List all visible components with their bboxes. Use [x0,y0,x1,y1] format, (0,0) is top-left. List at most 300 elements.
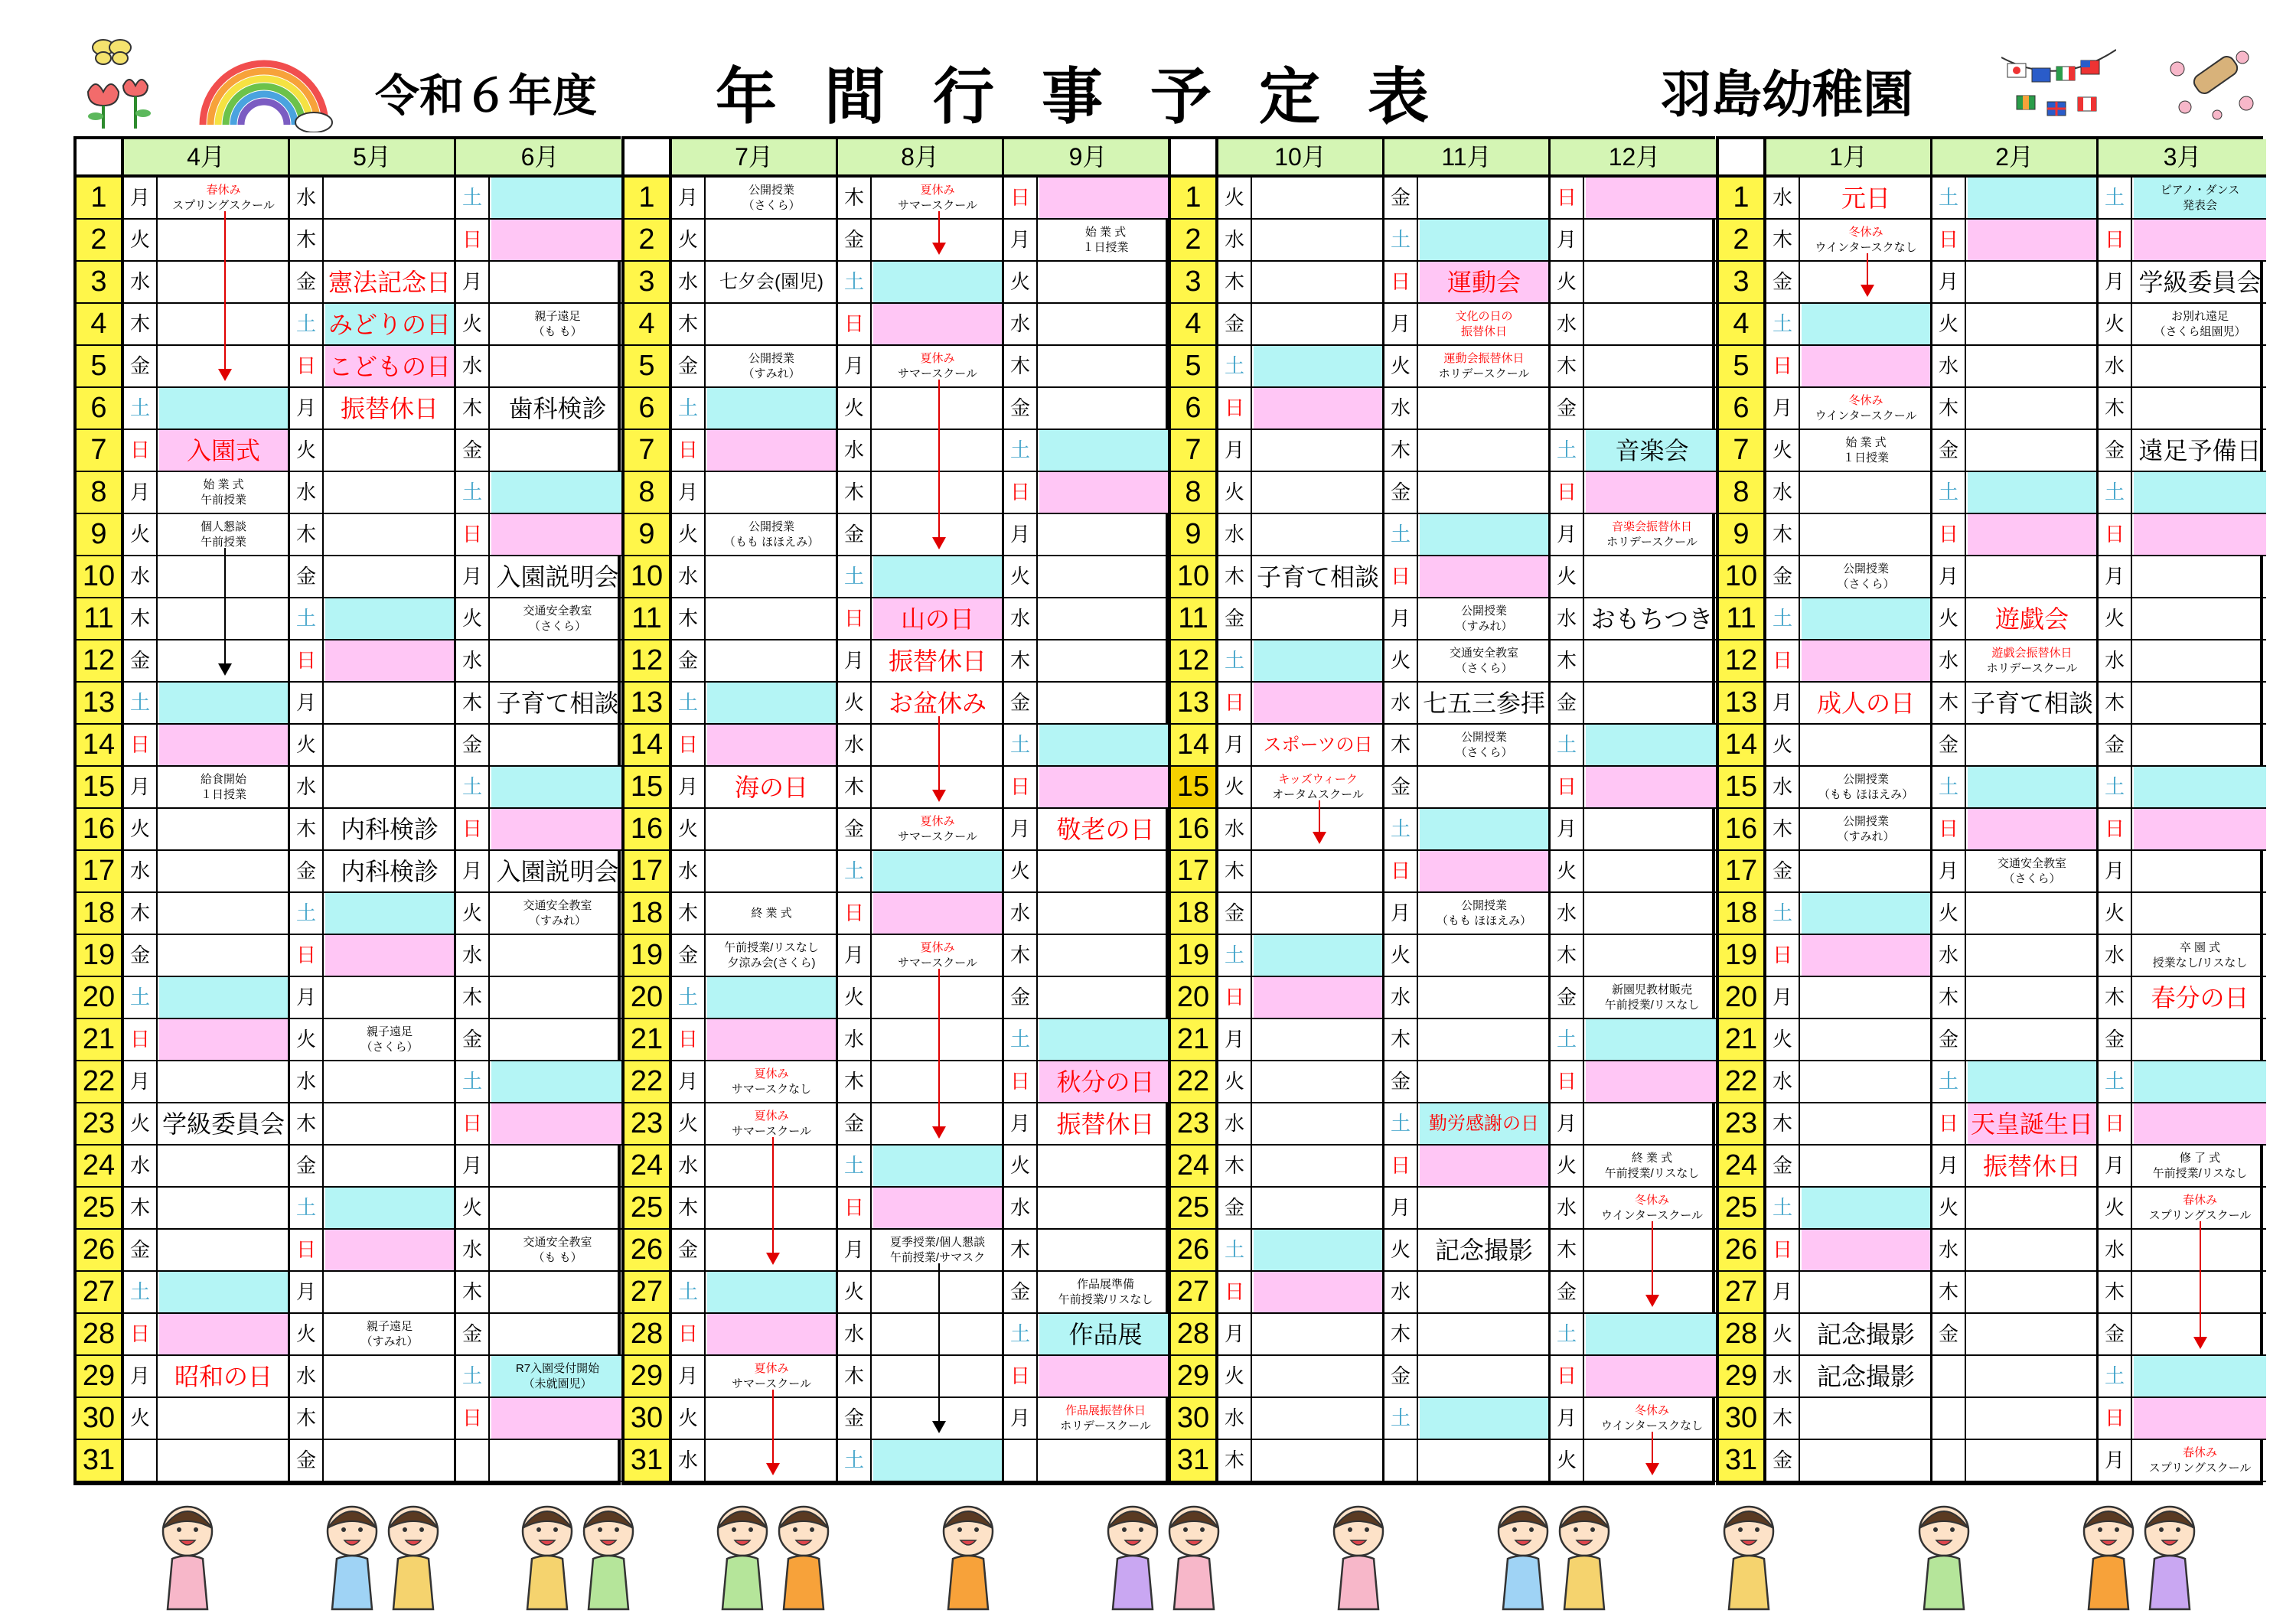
day-number: 10 [1171,556,1215,598]
day-row [1004,683,1172,725]
weekday-cell: 月 [1766,977,1800,1018]
event-cell [1039,1230,1172,1270]
weekday-cell: 木 [672,893,706,934]
event-line: 午前授業 [200,493,246,507]
weekday-cell: 火 [672,1398,706,1439]
weekday-cell: 木 [124,1188,158,1228]
day-row [1551,1398,1718,1440]
event-cell [2134,598,2266,639]
weekday-cell: 土 [1766,893,1800,934]
event-cell [325,1440,456,1481]
event-cell [1039,178,1172,218]
event-cell [707,472,838,513]
event-text [1058,1277,1153,1308]
day-row [1932,893,2099,935]
day-row [1384,935,1551,977]
weekday-cell: 木 [290,809,324,849]
day-row [1004,556,1172,598]
event-text [174,1361,272,1392]
day-row [672,640,838,683]
event-line: 振替休日 [888,647,987,675]
weekday-cell: 土 [1551,1019,1584,1060]
day-number: 31 [1171,1440,1215,1482]
event-cell [2134,977,2266,1018]
event-line: 授業なし/リスなし [2152,956,2248,970]
weekday-cell: 水 [1932,640,1966,681]
day-number: 28 [625,1314,669,1356]
event-cell [1254,893,1384,934]
weekday-cell: 木 [2099,977,2132,1018]
weekday-cell: 金 [672,935,706,976]
day-number: 5 [1719,346,1763,388]
day-row [1004,640,1172,683]
event-cell [1039,598,1172,639]
event-cell [1968,1103,2099,1144]
weekday-cell: 日 [456,514,490,555]
event-cell [491,767,624,807]
weekday-cell: 月 [456,1146,490,1186]
day-number: 29 [1171,1356,1215,1398]
event-line: 公開授業 [748,351,794,365]
day-row [456,683,624,725]
day-number: 11 [625,598,669,640]
day-row [124,556,290,598]
period-arrow [224,548,226,663]
children-group-icon [1473,1494,1634,1617]
day-row [838,1061,1004,1103]
event-line: 夏休み [754,1361,789,1375]
event-line: 七五三参拝 [1422,689,1545,717]
day-row [1004,767,1172,809]
event-line: 親子遠足 [534,309,581,323]
event-cell [1420,683,1551,723]
day-number: 3 [1719,262,1763,304]
event-cell [1039,1356,1172,1396]
weekday-cell: 土 [290,1188,324,1228]
day-row [290,346,456,388]
event-text [2149,1445,2252,1476]
event-text [328,267,451,298]
day-number: 7 [1719,430,1763,472]
day-row [124,262,290,304]
day-row [456,1356,624,1398]
event-cell [1039,683,1172,723]
day-number: 12 [625,640,669,683]
event-cell [1586,304,1718,344]
event-line: 記念撮影 [1816,1362,1915,1390]
event-cell [1420,851,1551,891]
day-number: 11 [77,598,121,640]
day-number: 25 [1719,1188,1763,1230]
day-row [1004,1019,1172,1061]
day-row [672,977,838,1019]
day-number: 30 [625,1398,669,1440]
event-line: こどもの日 [328,352,451,380]
day-row [124,935,290,977]
period-arrow [938,1263,940,1421]
event-cell [1968,725,2099,765]
weekday-cell: 日 [1551,472,1584,513]
event-cell [1254,1230,1384,1270]
weekday-cell: 日 [1932,809,1966,849]
day-row [290,1356,456,1398]
event-cell [1420,1146,1551,1186]
day-row [672,1230,838,1272]
weekday-cell: 月 [672,472,706,513]
day-number: 3 [625,262,669,304]
page-title: 年間行事予定表 [716,61,1476,132]
event-cell [1968,809,2099,849]
event-line: スポーツの日 [1263,734,1373,755]
weekday-cell: 月 [1766,388,1800,429]
event-line: （さくら） [528,619,586,633]
day-number: 22 [625,1061,669,1103]
weekday-cell: 日 [124,430,158,471]
weekday-cell: 水 [1004,893,1038,934]
day-row [1218,851,1384,893]
weekday-cell: 土 [1004,725,1038,765]
event-line: 記念撮影 [1434,1236,1533,1264]
event-line: ウインタースクール [1601,1208,1703,1222]
event-cell [2134,262,2266,302]
day-row [1551,1272,1718,1314]
event-cell [1802,1188,1932,1228]
event-cell [159,935,290,976]
oni-bean-throwing-icon [1864,1494,2024,1617]
day-row [1384,1019,1551,1061]
event-cell [1254,640,1384,681]
event-cell [1968,767,2099,807]
day-row [124,1019,290,1061]
event-cell [1802,178,1932,218]
day-number: 10 [77,556,121,598]
day-row [1551,1356,1718,1398]
event-cell [1802,304,1932,344]
weekday-cell: 金 [2099,430,2132,471]
day-number-column [1171,178,1218,1482]
event-cell [325,683,456,723]
event-cell [707,809,838,849]
day-row [1766,598,1932,640]
event-cell [491,556,624,597]
day-row [1384,1103,1551,1146]
weekday-cell: 月 [838,346,872,386]
day-row [838,1356,1004,1398]
event-cell [1420,1314,1551,1354]
weekday-cell: 金 [1551,1272,1584,1312]
day-number: 30 [1171,1398,1215,1440]
day-row [456,556,624,598]
period-arrow [1867,253,1868,285]
event-text [1056,1109,1154,1139]
event-text [2153,940,2248,971]
day-number: 22 [1171,1061,1215,1103]
day-row [838,935,1004,977]
event-line: 公開授業 [1460,730,1507,744]
day-row [1384,388,1551,430]
weekday-cell: 火 [1004,556,1038,597]
event-cell [707,893,838,934]
day-number: 2 [77,220,121,262]
event-text [724,520,819,550]
event-cell [159,1356,290,1396]
arrow-head [932,790,946,802]
event-cell [1586,262,1718,302]
weekday-cell: 日 [1766,640,1800,681]
event-cell [325,1188,456,1228]
day-row [672,809,838,851]
event-text [1817,688,1915,719]
event-cell [1420,640,1551,681]
day-row [2099,809,2266,851]
event-text [496,856,618,887]
weekday-cell: 木 [1551,935,1584,976]
event-line: 振替休日 [1460,324,1507,338]
weekday-cell: 金 [456,1314,490,1354]
event-cell [159,1019,290,1060]
event-cell [325,725,456,765]
event-cell [2134,178,2266,218]
day-row [1384,346,1551,388]
weekday-cell: 日 [1004,178,1038,218]
weekday-cell: 火 [672,1103,706,1144]
event-line: ウインタースクール [1815,409,1917,422]
weekday-cell: 土 [1551,725,1584,765]
weekday-cell: 日 [1384,851,1418,891]
period-arrow [1652,1432,1653,1463]
period-arrow [938,716,940,790]
weekday-cell: 木 [456,1272,490,1312]
day-row [1218,1188,1384,1230]
event-line: 夕涼み会(さくら) [727,956,816,970]
event-cell [491,977,624,1018]
event-cell [707,220,838,260]
weekday-cell: 火 [838,388,872,429]
day-number: 9 [1171,514,1215,556]
weekday-cell: 金 [1932,725,1966,765]
weekday-cell: 金 [838,1398,872,1439]
weekday-cell: 木 [1551,640,1584,681]
day-row [1218,304,1384,346]
day-number: 19 [625,935,669,977]
day-row [1384,262,1551,304]
weekday-cell: 木 [1766,514,1800,555]
weekday-cell: 土 [1218,346,1252,386]
event-cell [491,1398,624,1439]
header-corner [77,139,124,178]
weekday-cell: 日 [1218,977,1252,1018]
weekday-cell: 水 [1384,683,1418,723]
event-cell [159,1398,290,1439]
day-row [290,220,456,262]
event-line: 冬休み [1634,1403,1669,1417]
event-cell [1968,851,2099,891]
day-row [1932,1440,2099,1482]
weekday-cell: 金 [1551,977,1584,1018]
event-line: 午前授業/リスなし [1604,1166,1700,1180]
weekday-cell: 月 [2099,1440,2132,1481]
day-row [290,1230,456,1272]
weekday-cell: 木 [1384,430,1418,471]
day-row [1551,1103,1718,1146]
day-row [2099,1356,2266,1398]
day-row [1551,304,1718,346]
event-cell [1802,809,1932,849]
event-text [1601,1403,1703,1434]
event-cell [2134,1019,2266,1060]
weekday-cell: 水 [290,178,324,218]
day-row [456,851,624,893]
day-row [1384,556,1551,598]
weekday-cell: 金 [1004,388,1038,429]
event-line: 午前授業/リスなし [1058,1292,1153,1306]
event-line: （さくら） [1455,745,1513,759]
event-cell [1039,1188,1172,1228]
weekday-cell: 日 [1384,262,1418,302]
weekday-cell: 土 [2099,472,2132,513]
weekday-cell: 土 [1218,1230,1252,1270]
event-text [523,898,592,929]
weekday-cell: 月 [1004,1398,1038,1439]
event-line: 公開授業 [1842,814,1889,828]
weekday-cell: 水 [1218,809,1252,849]
day-row [1766,1230,1932,1272]
event-cell [491,1019,624,1060]
day-row [1218,725,1384,767]
day-row [1551,725,1718,767]
quarter-block-1 [73,136,621,1485]
event-cell [1586,893,1718,934]
quarter-block-2 [621,136,1169,1485]
day-row [1384,893,1551,935]
day-number: 9 [1719,514,1763,556]
event-text [1815,225,1916,256]
day-row [838,1188,1004,1230]
day-number: 24 [1719,1146,1763,1188]
day-row [124,809,290,851]
event-cell [2134,430,2266,471]
day-number: 10 [625,556,669,598]
event-line: 修 了 式 [2179,1151,2221,1165]
event-text [1455,730,1512,761]
day-row [1004,1440,1172,1482]
event-line: 夏休み [754,1067,789,1080]
weekday-cell [1932,1440,1966,1481]
day-number: 2 [1719,220,1763,262]
event-cell [2134,1356,2266,1396]
event-line: ホリデースクール [1606,535,1698,549]
period-arrow [772,1137,774,1253]
day-row [1551,809,1718,851]
weekday-cell: 水 [456,935,490,976]
event-cell [325,346,456,386]
event-cell [1254,1061,1384,1102]
event-line: 学級委員会 [2138,268,2262,296]
event-cell [2134,683,2266,723]
event-text [201,772,246,803]
event-line: サマースクール [898,956,977,970]
event-text [516,1361,599,1392]
day-row [124,472,290,514]
event-cell [325,767,456,807]
day-row [1551,598,1718,640]
day-row [290,767,456,809]
weekday-cell: 月 [124,1356,158,1396]
event-cell [1039,767,1172,807]
event-cell [873,304,1004,344]
weekday-cell: 日 [838,893,872,934]
day-row [1766,556,1932,598]
day-row [1551,346,1718,388]
day-number: 1 [1171,178,1215,220]
weekday-cell: 火 [672,220,706,260]
weekday-cell: 土 [1766,598,1800,639]
event-text [328,309,451,340]
event-line: サマースクール [732,1124,811,1138]
day-number: 11 [1171,598,1215,640]
day-row [1932,851,2099,893]
weekday-cell: 日 [1004,1356,1038,1396]
day-row [1932,1230,2099,1272]
day-row [1766,1019,1932,1061]
day-row [1218,935,1384,977]
event-line: サマースクなし [731,1082,812,1096]
weekday-cell: 月 [2099,262,2132,302]
event-line: サマースクール [898,367,977,380]
day-row [838,430,1004,472]
event-cell [1586,1103,1718,1144]
event-line: １日授業 [1842,451,1889,464]
event-cell [873,893,1004,934]
event-cell [1420,935,1551,976]
day-number: 4 [1719,304,1763,346]
weekday-cell: 日 [2099,809,2132,849]
weekday-cell: 金 [456,725,490,765]
day-row [1004,1314,1172,1356]
event-cell [1968,220,2099,260]
arrow-head [1313,832,1326,844]
month-header: 4月 [124,139,290,178]
day-number-column [77,178,124,1482]
header-corner [625,139,672,178]
event-cell [1586,598,1718,639]
event-cell [1039,1019,1172,1060]
event-cell [159,683,290,723]
event-text [201,520,246,550]
weekday-cell: 土 [672,977,706,1018]
event-cell [1586,178,1718,218]
footer-illustrations [0,1491,2296,1623]
day-number: 18 [77,893,121,935]
day-row [1766,1103,1932,1146]
day-row [456,1398,624,1440]
weekday-cell: 水 [1218,1103,1252,1144]
event-text [732,1109,811,1139]
day-row [124,1314,290,1356]
weekday-cell: 土 [1004,1314,1038,1354]
school-gate-child-icon [107,1494,268,1617]
event-cell [1254,262,1384,302]
event-line: 山の日 [900,605,974,633]
day-row [672,598,838,640]
event-text [719,271,823,294]
day-row [290,935,456,977]
weekday-cell: 土 [672,683,706,723]
arrow-head [1861,285,1874,297]
day-number: 31 [77,1440,121,1482]
period-arrow [938,211,940,243]
event-line: 午前授業/リスなし [724,940,819,954]
